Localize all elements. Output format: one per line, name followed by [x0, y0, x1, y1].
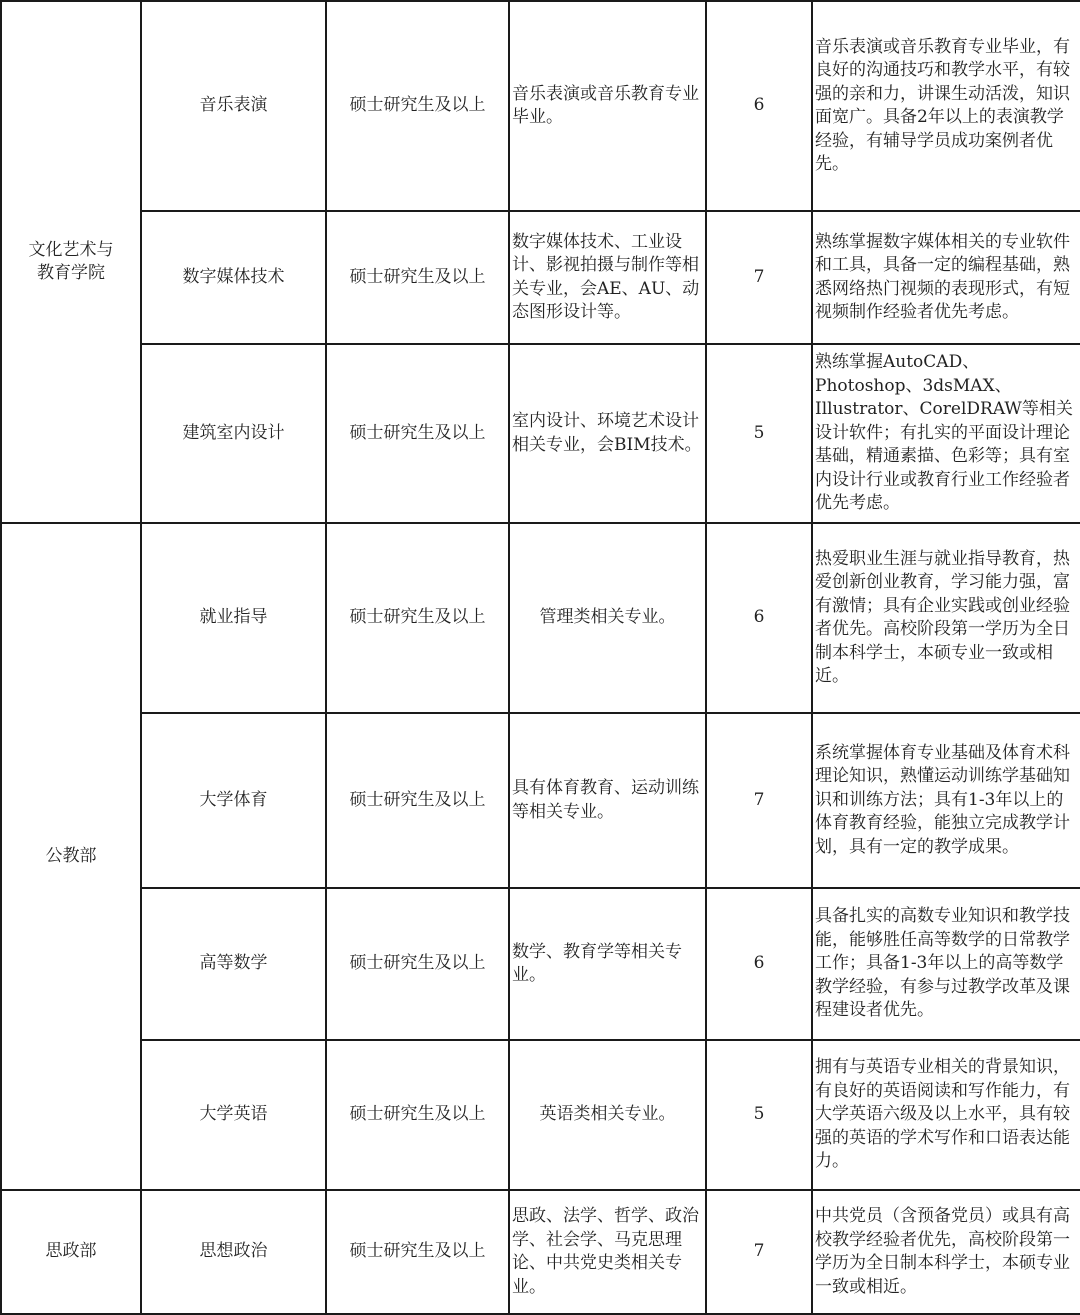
table-row: [1, 1, 1080, 211]
education-cell: 硕士研究生及以上: [326, 523, 509, 713]
position-cell: 大学体育: [141, 713, 326, 888]
major-cell: 数字媒体技术、工业设计、影视拍摄与制作等相关专业，会AE、AU、动态图形设计等。: [509, 211, 706, 344]
requirements-cell: 热爱职业生涯与就业指导教育，热爱创新创业教育，学习能力强，富有激情；具有企业实践或创业经验者优先。高校阶段第一学历为全日制本科学士，本硕专业一致或相近。: [812, 523, 1080, 713]
position-cell: 思想政治: [141, 1190, 326, 1314]
headcount-cell: 6: [706, 1, 812, 211]
requirements-cell: 中共党员（含预备党员）或具有高校教学经验者优先，高校阶段第一学历为全日制本科学士，本硕专业一致或相近。: [812, 1190, 1080, 1314]
education-cell: 硕士研究生及以上: [326, 888, 509, 1040]
requirements-cell: 熟练掌握数字媒体相关的专业软件和工具，具备一定的编程基础，熟悉网络热门视频的表现形式，有短视频制作经验者优先考虑。: [812, 211, 1080, 344]
department-name: 思政部: [45, 1241, 97, 1262]
requirements-cell: 音乐表演或音乐教育专业毕业，有良好的沟通技巧和教学水平，有较强的亲和力，讲课生动活泼，知识面宽广。具备2年以上的表演教学经验，有辅导学员成功案例者优先。: [812, 1, 1080, 211]
major-cell: 思政、法学、哲学、政治学、社会学、马克思理论、中共党史类相关专业。: [509, 1190, 706, 1314]
headcount-cell: 5: [706, 344, 812, 523]
education-cell: 硕士研究生及以上: [326, 1190, 509, 1314]
department-name: 文化艺术与 教育学院: [28, 239, 114, 283]
major-cell: 数学、教育学等相关专业。: [509, 888, 706, 1040]
requirements-cell: 熟练掌握AutoCAD、Photoshop、3dsMAX、Illustrator、CorelDRAW等相关设计软件；有扎实的平面设计理论基础，精通素描、色彩等；具有室内设计行业或教育行业工作经验者优先考虑。: [812, 344, 1080, 523]
headcount-cell: 7: [706, 211, 812, 344]
table-row: [1, 344, 1080, 523]
education-cell: 硕士研究生及以上: [326, 1, 509, 211]
position-cell: 音乐表演: [141, 1, 326, 211]
department-cell: [1, 1190, 141, 1314]
table-row: [1, 713, 1080, 888]
major-cell: 音乐表演或音乐教育专业毕业。: [509, 1, 706, 211]
headcount-cell: 6: [706, 888, 812, 1040]
table-row: [1, 1040, 1080, 1190]
education-cell: 硕士研究生及以上: [326, 713, 509, 888]
position-cell: 数字媒体技术: [141, 211, 326, 344]
position-cell: 就业指导: [141, 523, 326, 713]
major-cell: 管理类相关专业。: [509, 523, 706, 713]
department-cell: [1, 523, 141, 1190]
major-cell: 具有体育教育、运动训练等相关专业。: [509, 713, 706, 888]
requirements-cell: 具备扎实的高数专业知识和教学技能，能够胜任高等数学的日常教学工作；具备1-3年以上的高等数学教学经验，有参与过教学改革及课程建设者优先。: [812, 888, 1080, 1040]
table-row: [1, 1190, 1080, 1314]
headcount-cell: 7: [706, 713, 812, 888]
position-cell: 建筑室内设计: [141, 344, 326, 523]
requirements-cell: 拥有与英语专业相关的背景知识，有良好的英语阅读和写作能力，有大学英语六级及以上水平，具有较强的英语的学术写作和口语表达能力。: [812, 1040, 1080, 1190]
education-cell: 硕士研究生及以上: [326, 211, 509, 344]
department-name: 公教部: [45, 845, 97, 866]
table-row: [1, 211, 1080, 344]
education-cell: 硕士研究生及以上: [326, 1040, 509, 1190]
position-cell: 大学英语: [141, 1040, 326, 1190]
headcount-cell: 5: [706, 1040, 812, 1190]
major-cell: 室内设计、环境艺术设计相关专业，会BIM技术。: [509, 344, 706, 523]
requirements-cell: 系统掌握体育专业基础及体育术科理论知识，熟懂运动训练学基础知识和训练方法；具有1-3年以上的体育教育经验，能独立完成教学计划，具有一定的教学成果。: [812, 713, 1080, 888]
table-row: [1, 888, 1080, 1040]
table-row: [1, 523, 1080, 713]
position-cell: 高等数学: [141, 888, 326, 1040]
education-cell: 硕士研究生及以上: [326, 344, 509, 523]
headcount-cell: 7: [706, 1190, 812, 1314]
headcount-cell: 6: [706, 523, 812, 713]
department-cell: [1, 1, 141, 523]
major-cell: 英语类相关专业。: [509, 1040, 706, 1190]
